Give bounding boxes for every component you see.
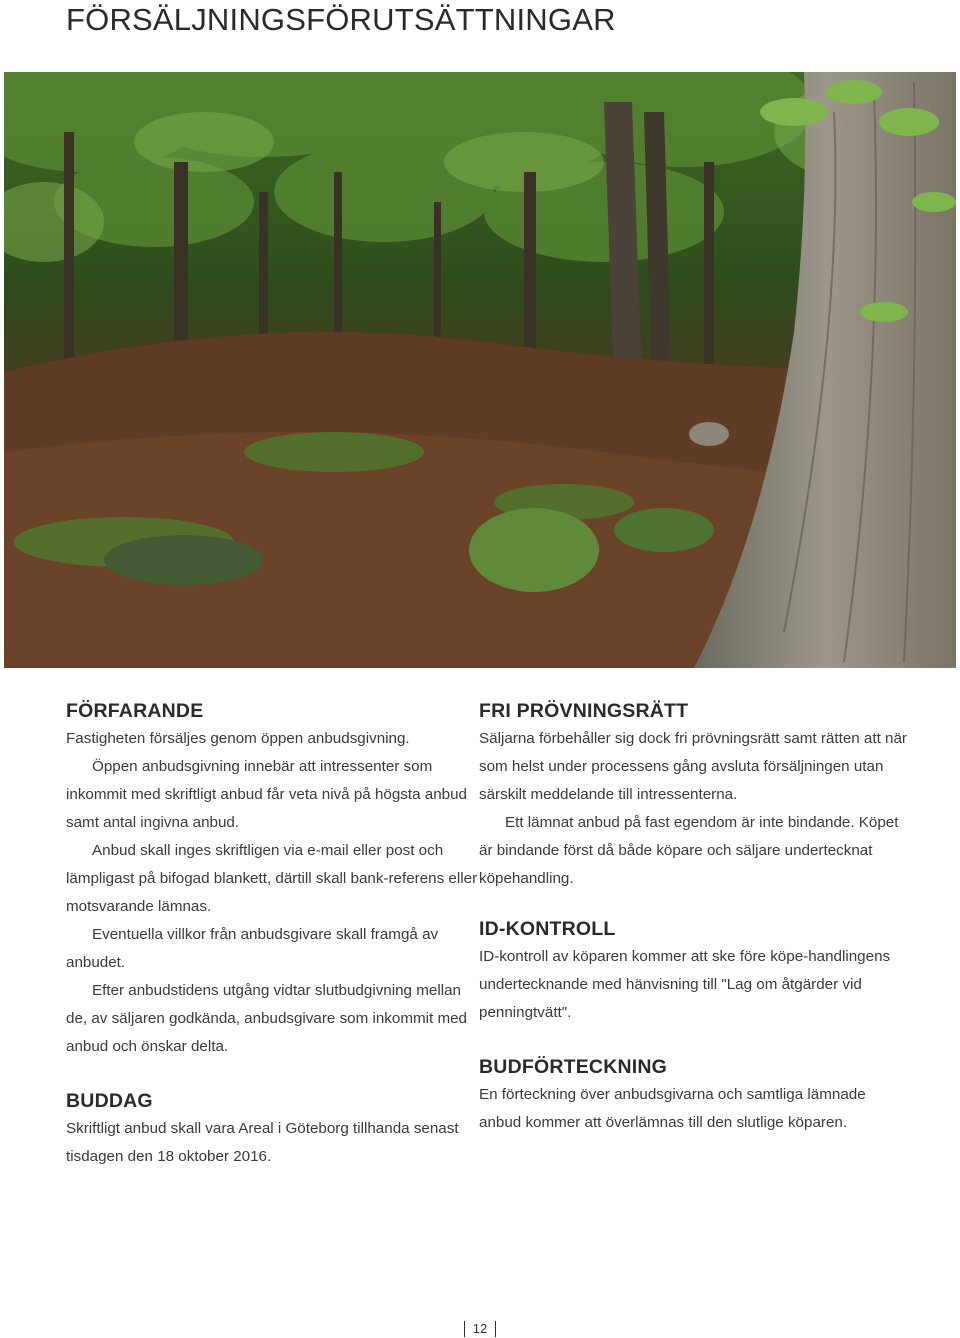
- budforteckning-heading: BUDFÖRTECKNING: [479, 1056, 668, 1078]
- forfarande-heading: FÖRFARANDE: [66, 700, 204, 722]
- forfarande-paragraph: Öppen anbudsgivning innebär att intressenter som inkommit med skriftligt anbud får veta nivå på högsta anbud samt antal ingivna anbud.: [66, 758, 468, 831]
- fri-provningsratt-paragraph: Säljarna förbehåller sig dock fri prövningsrätt samt rätten att när som helst under processens gång avsluta försäljningen utan särskilt meddelande till intressenterna.: [479, 730, 907, 803]
- buddag-text: Skriftligt anbud skall vara Areal i Göteborg tillhanda senast tisdagen den 18 oktober 2016.: [66, 1120, 459, 1165]
- fri-provningsratt-heading: FRI PRÖVNINGSRÄTT: [479, 700, 689, 722]
- forest-photo: [4, 72, 956, 668]
- buddag-heading: BUDDAG: [66, 1090, 153, 1112]
- budforteckning-text: En förteckning över anbudsgivarna och samtliga lämnade anbud kommer att överlämnas till den slutlige köparen.: [479, 1086, 866, 1131]
- id-kontroll-text: ID-kontroll av köparen kommer att ske före köpe-handlingens undertecknande med hänvisning till "Lag om åtgärder vid penningtvätt".: [479, 948, 891, 1021]
- page-number: 12: [464, 1321, 496, 1337]
- right-column: [479, 697, 909, 1137]
- forest-illustration: [4, 72, 956, 668]
- forfarande-paragraph: Anbud skall inges skriftligen via e-mail eller post och lämpligast på bifogad blankett, därtill skall bank-referens eller motsvarande lämnas.: [66, 842, 478, 915]
- id-kontroll-heading: ID-KONTROLL: [479, 918, 616, 940]
- forfarande-paragraph: Efter anbudstidens utgång vidtar slutbudgivning mellan de, av säljaren godkända, anbudsgivare som inkommit med anbud och önskar delta.: [66, 982, 468, 1055]
- fri-provningsratt-paragraph: Ett lämnat anbud på fast egendom är inte bindande. Köpet är bindande först då både köpare och säljare undertecknat köpehandling.: [479, 814, 899, 887]
- page-title: FÖRSÄLJNINGSFÖRUTSÄTTNINGAR: [66, 2, 616, 37]
- forfarande-paragraph: Fastigheten försäljes genom öppen anbudsgivning.: [66, 730, 410, 747]
- forfarande-paragraph: Eventuella villkor från anbudsgivare skall framgå av anbudet.: [66, 926, 439, 971]
- left-column: [66, 697, 486, 1171]
